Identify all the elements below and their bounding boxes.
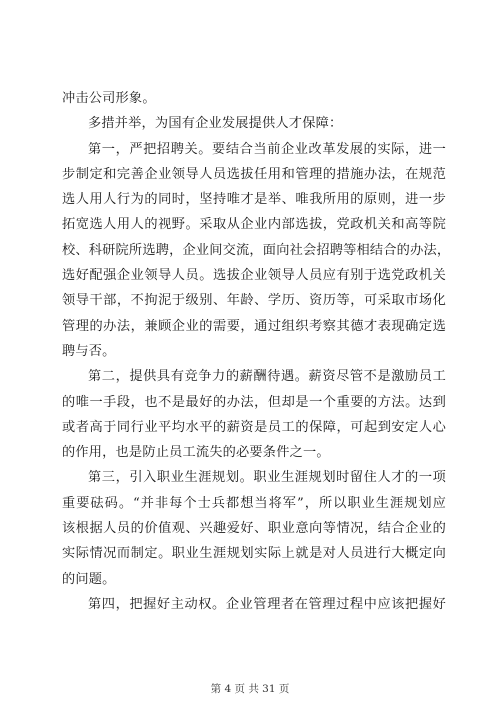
text-line: 领导干部，不拘泥于级别、年龄、学历、资历等，可采取市场化 xyxy=(62,293,446,309)
text-line: 聘与否。 xyxy=(62,343,116,359)
text-line: 实际情况而制定。职业生涯规划实际上就是对人员进行大概定向 xyxy=(62,546,446,562)
text-line: 选好配强企业领导人员。选拔企业领导人员应有别于选党政机关 xyxy=(62,268,446,284)
document-body xyxy=(62,86,451,617)
page-footer: 第 4 页 共 31 页 xyxy=(210,683,290,695)
text-line: 第一，严把招聘关。要结合当前企业改革发展的实际，进一 xyxy=(88,141,446,157)
text-line: 拓宽选人用人的视野。采取从企业内部选拔，党政机关和高等院 xyxy=(62,217,446,233)
text-line: 选人用人行为的同时，坚持唯才是举、唯我所用的原则，进一步 xyxy=(62,192,446,208)
text-line: 第二，提供具有竞争力的薪酬待遇。薪资尽管不是激励员工 xyxy=(88,369,446,385)
text-line: 的唯一手段，也不是最好的办法，但却是一个重要的方法。达到 xyxy=(62,394,446,410)
text-line: 校、科研院所选聘，企业间交流，面向社会招聘等相结合的办法， xyxy=(62,242,451,258)
text-line: 第四，把握好主动权。企业管理者在管理过程中应该把握好 xyxy=(88,596,446,612)
text-line: 或者高于同行业平均水平的薪资是员工的保障，可起到安定人心 xyxy=(62,419,446,435)
text-line: 管理的办法，兼顾企业的需要，通过组织考察其德才表现确定选 xyxy=(62,318,446,334)
text-line: 步制定和完善企业领导人员选拔任用和管理的措施办法，在规范 xyxy=(62,166,446,182)
text-line: 冲击公司形象。 xyxy=(62,91,156,106)
text-line: 的作用，也是防止员工流失的必要条件之一。 xyxy=(62,445,330,461)
text-line: 重要砝码。“并非每个士兵都想当将军”，所以职业生涯规划应 xyxy=(62,495,446,511)
text-line: 该根据人员的价值观、兴趣爱好、职业意向等情况，结合企业的 xyxy=(62,521,446,537)
text-line: 的问题。 xyxy=(62,571,116,587)
text-line: 第三，引入职业生涯规划。职业生涯规划时留住人才的一项 xyxy=(88,470,446,486)
text-line: 多措并举，为国有企业发展提供人才保障： xyxy=(88,116,343,132)
